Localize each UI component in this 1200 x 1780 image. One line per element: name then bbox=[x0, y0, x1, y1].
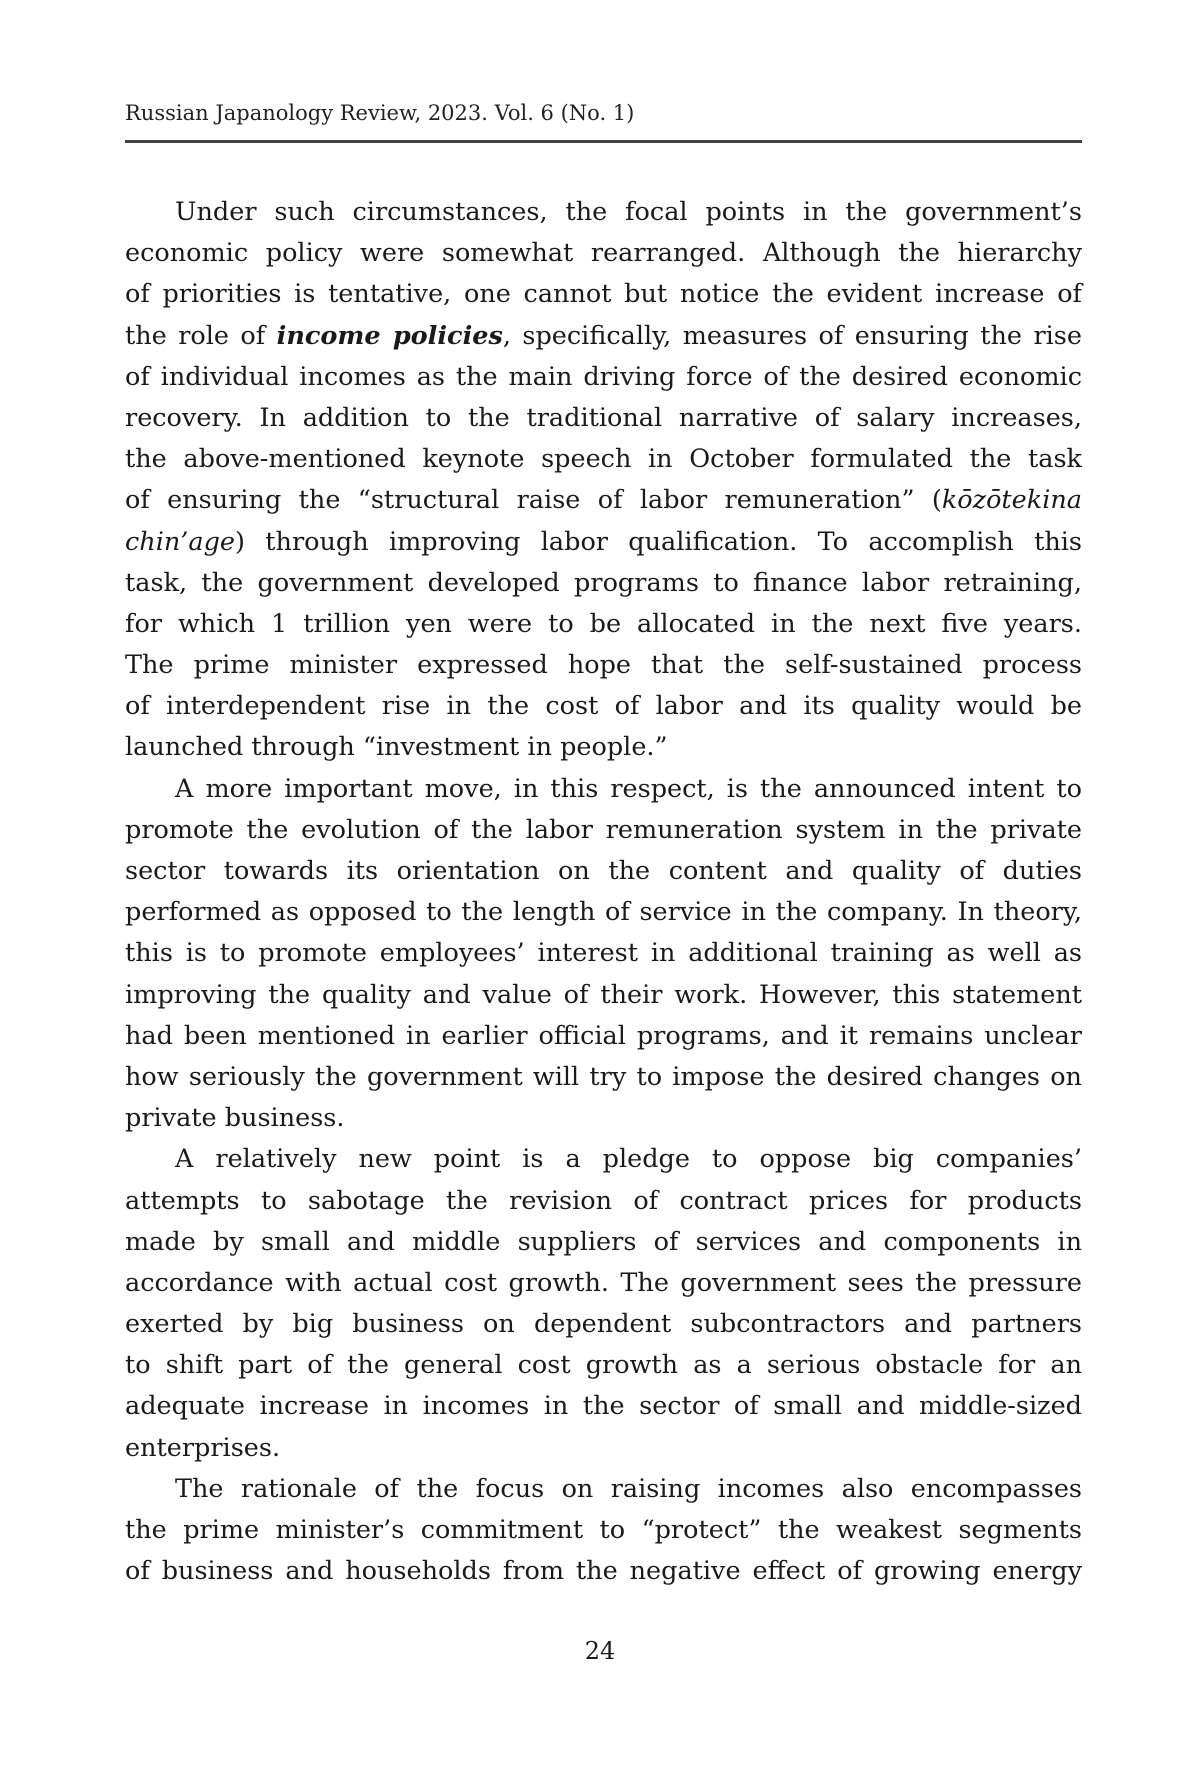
text-line: task, the government developed programs to finance labor retraining, bbox=[125, 567, 1082, 598]
text-run: , specifically, measures of ensuring the rise bbox=[502, 320, 1082, 351]
paragraph-3 bbox=[125, 1139, 1082, 1469]
text-line: how seriously the government will try to impose the desired changes on bbox=[125, 1061, 1082, 1092]
text-run: the role of bbox=[125, 320, 277, 351]
page-number: 24 bbox=[584, 1637, 616, 1665]
text-line: The prime minister expressed hope that the self-sustained process bbox=[125, 650, 1082, 681]
text-line: had been mentioned in earlier official programs, and it remains unclear bbox=[125, 1020, 1082, 1051]
text-line: attempts to sabotage the revision of contract prices for products bbox=[125, 1185, 1082, 1216]
header-rule bbox=[125, 140, 1082, 143]
japanese-term: kōzōtekina bbox=[941, 485, 1082, 516]
paragraph-2 bbox=[125, 769, 1082, 1140]
text-line: for which 1 trillion yen were to be allocated in the next five years. bbox=[125, 608, 1082, 639]
text-line: adequate increase in incomes in the sector of small and middle-sized bbox=[125, 1391, 1082, 1422]
text-line: of interdependent rise in the cost of labor and its quality would be bbox=[125, 691, 1082, 722]
text-line: economic policy were somewhat rearranged. Although the hierarchy bbox=[125, 238, 1082, 269]
text-line: private business. bbox=[125, 1103, 345, 1134]
text-line: accordance with actual cost growth. The government sees the pressure bbox=[125, 1267, 1082, 1298]
text-line: enterprises. bbox=[125, 1432, 281, 1463]
paragraph-1 bbox=[125, 192, 1082, 769]
text-line: recovery. In addition to the traditional narrative of salary increases, bbox=[125, 402, 1082, 433]
text-line: promote the evolution of the labor remuneration system in the private bbox=[125, 814, 1082, 845]
text-line: to shift part of the general cost growth as a serious obstacle for an bbox=[125, 1350, 1082, 1381]
text-line: this is to promote employees’ interest in additional training as well as bbox=[125, 938, 1082, 969]
text-line: improving the quality and value of their work. However, this statement bbox=[125, 979, 1082, 1010]
text-line: Under such circumstances, the focal points in the government’s bbox=[175, 197, 1082, 227]
text-line bbox=[125, 522, 1082, 563]
text-line: performed as opposed to the length of service in the company. In theory, bbox=[125, 897, 1082, 928]
emphasized-term: income policies bbox=[276, 320, 503, 351]
text-run: ) through improving labor qualification. To accomplish this bbox=[235, 526, 1082, 557]
japanese-term: chin’age bbox=[125, 526, 236, 557]
running-header: Russian Japanology Review, 2023. Vol. 6 (No. 1) bbox=[125, 101, 635, 125]
text-line: the prime minister’s commitment to “protect” the weakest segments bbox=[125, 1515, 1082, 1545]
text-line: made by small and middle suppliers of services and components in bbox=[125, 1226, 1082, 1257]
text-line bbox=[125, 480, 1082, 521]
text-run: of ensuring the “structural raise of labor remuneration” ( bbox=[125, 485, 942, 516]
text-line: the above-mentioned keynote speech in October formulated the task bbox=[125, 444, 1082, 475]
text-line: of business and households from the negative effect of growing energy bbox=[125, 1556, 1082, 1587]
text-line: of priorities is tentative, one cannot but notice the evident increase of bbox=[125, 279, 1082, 310]
text-line bbox=[125, 316, 1082, 357]
text-line: A more important move, in this respect, is the announced intent to bbox=[175, 773, 1082, 804]
text-line: launched through “investment in people.” bbox=[125, 732, 668, 763]
text-line: A relatively new point is a pledge to oppose big companies’ bbox=[175, 1144, 1082, 1175]
text-line: sector towards its orientation on the content and quality of duties bbox=[125, 856, 1082, 886]
article-body bbox=[125, 192, 1082, 1592]
text-line: The rationale of the focus on raising incomes also encompasses bbox=[175, 1473, 1082, 1504]
paragraph-4 bbox=[125, 1469, 1082, 1593]
text-line: exerted by big business on dependent subcontractors and partners bbox=[125, 1309, 1082, 1340]
text-line: of individual incomes as the main driving force of the desired economic bbox=[125, 361, 1082, 392]
